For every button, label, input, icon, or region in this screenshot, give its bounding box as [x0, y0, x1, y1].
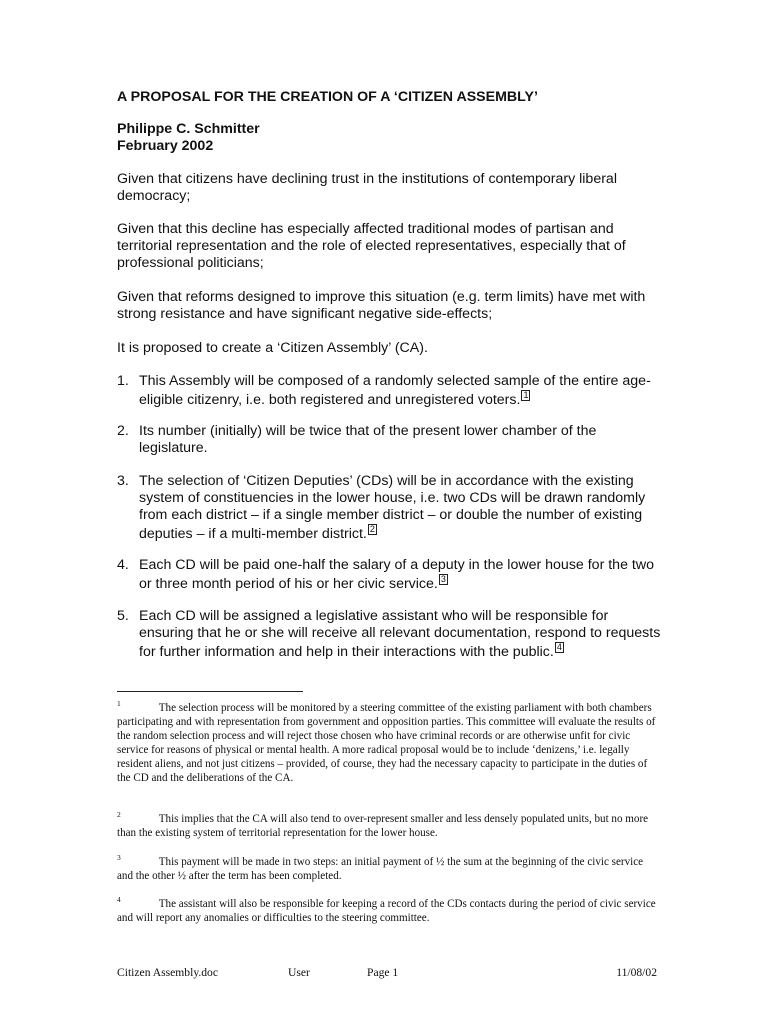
list-item-text: This Assembly will be composed of a randomly selected sample of the entire age-eligible citizenry, i.e. both registered and unregistered voters.	[139, 373, 651, 408]
list-item-number: 5.	[117, 608, 129, 624]
footnote-text: The assistant will also be responsible for keeping a record of the CDs contacts during the period of civic service and will report any anomalies or difficulties to the steering committee.	[117, 898, 656, 924]
footnote-reference[interactable]: 4	[556, 642, 562, 652]
footnote-mark: 1	[117, 699, 121, 708]
list-item-text: Its number (initially) will be twice that of the present lower chamber of the legislature.	[139, 423, 597, 456]
document-date: February 2002	[117, 138, 214, 154]
footnote-separator	[117, 691, 303, 692]
document-title: A PROPOSAL FOR THE CREATION OF A ‘CITIZEN ASSEMBLY’	[117, 89, 538, 105]
footnote-text: The selection process will be monitored by a steering committee of the existing parliament with both chambers participating and with representation from government and opposition parties. This committee will evaluate the results of the random selection process and will reject those chosen who have criminal records or are otherwise unfit for civic service for reasons of physical or mental health. A more radical proposal would be to include ‘denizens,’ i.e. legally resident aliens, and not just citizens – provided, of course, they had the necessary capacity to participate in the duties of the CD and the deliberations of the CA.	[117, 702, 656, 784]
proposal-statement: It is proposed to create a ‘Citizen Assembly’ (CA).	[117, 340, 428, 356]
list-item-text: Each CD will be paid one-half the salary of a deputy in the lower house for the two or three month period of his or her civic service.	[139, 557, 654, 592]
author-name: Philippe C. Schmitter	[117, 121, 260, 137]
footnote-reference[interactable]: 1	[523, 390, 529, 400]
footer-page-number: Page 1	[367, 966, 399, 979]
footnote-reference[interactable]: 2	[369, 524, 375, 534]
list-item-text: The selection of ‘Citizen Deputies’ (CDs) will be in accordance with the existing system of constituencies in the lower house, i.e. two CDs will be drawn randomly from each district – if a single member district – or double the number of existing deputies – if a multi-member district.	[139, 473, 646, 542]
list-item-number: 1.	[117, 373, 129, 389]
footnote-mark: 2	[117, 810, 121, 819]
footnote-mark: 3	[117, 853, 121, 862]
page-footer	[117, 966, 657, 980]
preamble-paragraph: Given that citizens have declining trust in the institutions of contemporary liberal democracy;	[117, 171, 617, 204]
footer-user: User	[288, 966, 310, 979]
author-block	[117, 121, 260, 155]
footer-filename: Citizen Assembly.doc	[117, 966, 219, 979]
list-item-number: 2.	[117, 423, 129, 439]
footnote-mark: 4	[117, 895, 121, 904]
footnote	[117, 851, 657, 883]
footnote-text: This payment will be made in two steps: an initial payment of ½ the sum at the beginning of the civic service and the other ½ after the term has been completed.	[117, 856, 644, 882]
footnote	[117, 893, 657, 925]
footnote	[117, 697, 657, 785]
footnote-text: This implies that the CA will also tend to over-represent smaller and less densely populated units, but no more than the existing system of territorial representation for the lower house.	[117, 813, 649, 839]
preamble-paragraph: Given that reforms designed to improve this situation (e.g. term limits) have met with strong resistance and have significant negative side-effects;	[117, 289, 646, 322]
footnote	[117, 808, 657, 840]
preamble-paragraph: Given that this decline has especially affected traditional modes of partisan and territorial representation and the role of elected representatives, especially that of professional politicians;	[117, 221, 626, 271]
list-item-text: Each CD will be assigned a legislative assistant who will be responsible for ensuring that he or she will receive all relevant documentation, respond to requests for further information and help in their interactions with the public.	[139, 608, 661, 660]
footer-date: 11/08/02	[616, 966, 657, 979]
list-item-number: 4.	[117, 557, 129, 573]
footnote-reference[interactable]: 3	[440, 574, 446, 584]
list-item-number: 3.	[117, 473, 129, 489]
